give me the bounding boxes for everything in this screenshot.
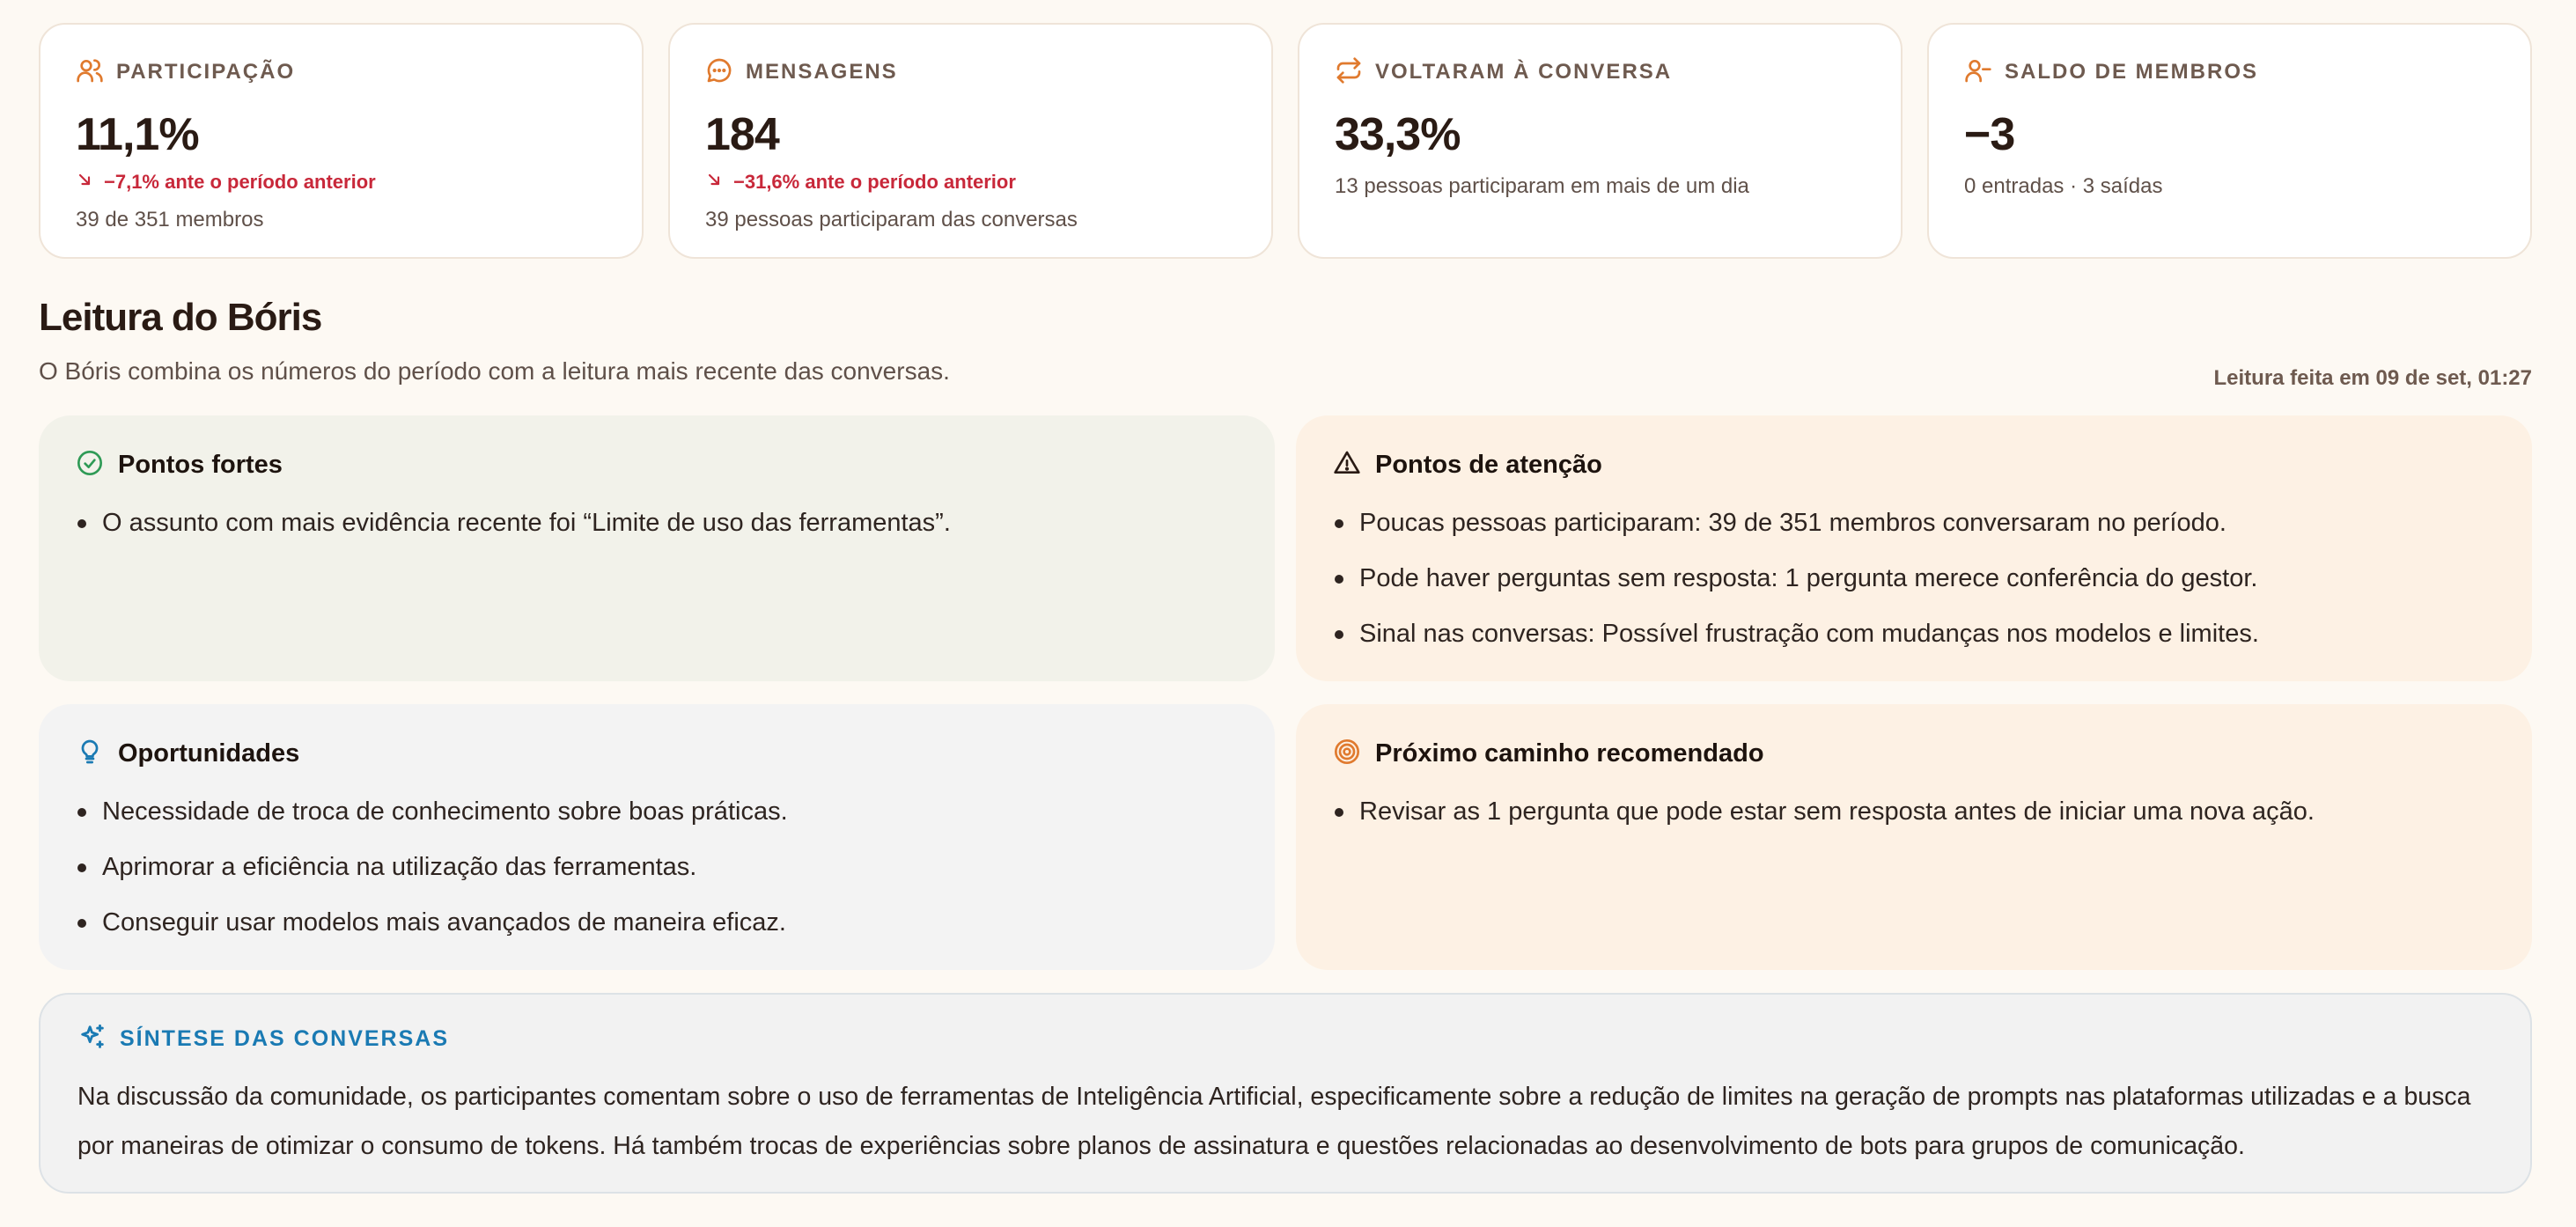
list-item: O assunto com mais evidência recente foi “Limite de uso das ferramentas”.: [76, 505, 1238, 540]
metric-delta: [76, 169, 607, 195]
lightbulb-icon: [76, 738, 104, 770]
panel-next-step: [1296, 704, 2532, 970]
arrow-down-right-icon: [705, 171, 723, 194]
list-item: Poucas pessoas participaram: 39 de 351 membros conversaram no período.: [1333, 505, 2495, 540]
reading-timestamp: Leitura feita em 09 de set, 01:27: [2213, 366, 2532, 390]
metric-delta-text: −31,6% ante o período anterior: [733, 171, 1016, 193]
panel-opportunities: [39, 704, 1275, 970]
list-item: Aprimorar a eficiência na utilização das ferramentas.: [76, 849, 1238, 885]
warning-triangle-icon: [1333, 449, 1361, 481]
metrics-row: [39, 23, 2532, 259]
metric-label: VOLTARAM À CONVERSA: [1375, 60, 1673, 84]
section-subtitle: O Bóris combina os números do período com a leitura mais recente das conversas.: [39, 357, 950, 385]
arrow-down-right-icon: [76, 171, 93, 194]
synthesis-card: [39, 993, 2532, 1194]
metric-delta-text: −7,1% ante o período anterior: [104, 171, 376, 193]
list-item: Sinal nas conversas: Possível frustração com mudanças nos modelos e limites.: [1333, 616, 2495, 651]
list-item: Pode haver perguntas sem resposta: 1 pergunta merece conferência do gestor.: [1333, 561, 2495, 596]
metric-card-returned: [1298, 23, 1903, 259]
target-icon: [1333, 738, 1361, 770]
synthesis-title: SÍNTESE DAS CONVERSAS: [120, 1025, 450, 1051]
message-icon: [705, 56, 733, 89]
panel-list: [1333, 794, 2495, 829]
user-minus-icon: [1964, 56, 1992, 89]
metric-value: 184: [705, 109, 779, 160]
panel-title: Próximo caminho recomendado: [1375, 738, 1764, 768]
metric-sub: 39 pessoas participaram das conversas: [705, 208, 1078, 231]
section-title: Leitura do Bóris: [39, 296, 322, 339]
metric-delta: [705, 169, 1236, 195]
metric-card-member-balance: [1927, 23, 2532, 259]
repeat-icon: [1335, 56, 1363, 89]
panel-list: [76, 505, 1238, 540]
panel-strengths: [39, 415, 1275, 681]
list-item: Revisar as 1 pergunta que pode estar sem resposta antes de iniciar uma nova ação.: [1333, 794, 2495, 829]
sparkles-icon: [77, 1022, 107, 1056]
metric-sub: 13 pessoas participaram em mais de um dia: [1335, 174, 1749, 198]
panel-attention: [1296, 415, 2532, 681]
panel-list: [76, 794, 1238, 940]
metric-card-messages: [668, 23, 1273, 259]
metric-label: SALDO DE MEMBROS: [2005, 60, 2259, 84]
list-item: Conseguir usar modelos mais avançados de maneira eficaz.: [76, 905, 1238, 940]
insight-panels: [39, 415, 2532, 970]
metric-sub: 39 de 351 membros: [76, 208, 264, 231]
panel-list: [1333, 505, 2495, 651]
panel-title: Pontos de atenção: [1375, 450, 1602, 479]
panel-title: Oportunidades: [118, 738, 300, 768]
metric-label: MENSAGENS: [746, 60, 898, 84]
list-item: Necessidade de troca de conhecimento sobre boas práticas.: [76, 794, 1238, 829]
metric-card-participation: [39, 23, 644, 259]
synthesis-text: Na discussão da comunidade, os participantes comentam sobre o uso de ferramentas de Inteligência Artificial, especificamente sobre a redução de limites na geração de prompts nas plataformas utilizadas e a busca por maneiras de otimizar o consumo de tokens. Há também trocas de experiências sobre planos de assinatura e questões relacionadas ao desenvolvimento de bots para grupos de comunicação.: [77, 1083, 2471, 1160]
metric-label: PARTICIPAÇÃO: [116, 60, 296, 84]
panel-title: Pontos fortes: [118, 450, 283, 479]
check-circle-icon: [76, 449, 104, 481]
metric-sub: 0 entradas · 3 saídas: [1964, 174, 2163, 198]
metric-value: −3: [1964, 109, 2015, 160]
metric-value: 11,1%: [76, 109, 199, 160]
users-icon: [76, 56, 104, 89]
metric-value: 33,3%: [1335, 109, 1461, 160]
